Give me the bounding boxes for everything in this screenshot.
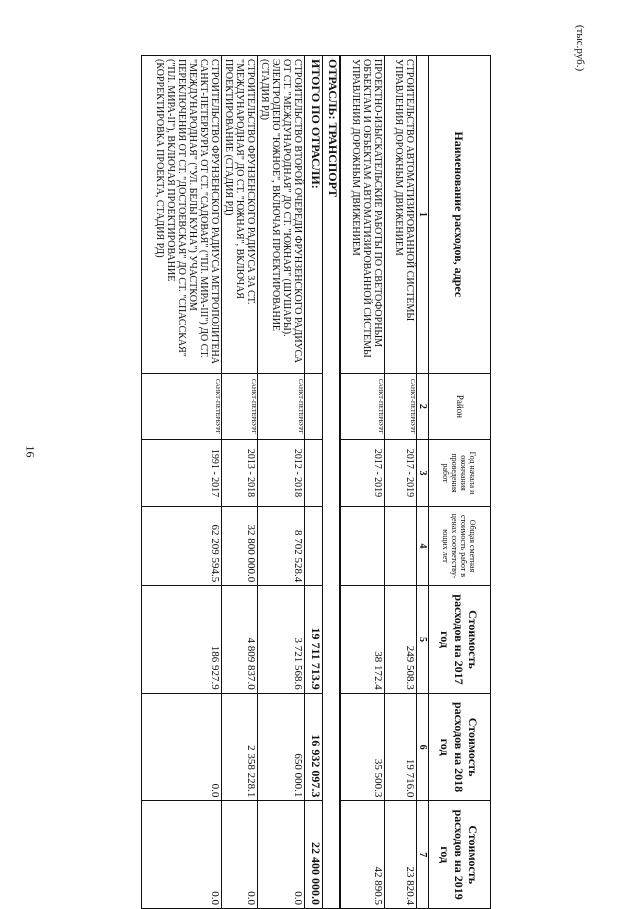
total-empty: [305, 506, 323, 585]
column-number: 3: [417, 440, 429, 507]
units-label: (тыс.руб.): [574, 24, 586, 72]
total-row: [305, 56, 323, 909]
row-cost-2017: 38 172.4: [341, 586, 385, 694]
header-row: [429, 56, 491, 909]
row-name: СТРОИТЕЛЬСТВО ФРУНЗЕНСКОГО РАДИУСА МЕТРОПОЛИТЕНА САНКТ-ПЕТЕРБУРГА ОТ СТ. "САДОВАЯ" ("ПЛ. МИРА-III") ДО СТ. "МЕЖДУНАРОДНАЯ" ("УЛ. БЕЛЫ КУНА") УЧАСТКОМ ПЕРЕКЛЮЧЕНИЯ ОТ СТ. "ДОСТОЕВСКАЯ" ДО СТ. "СПАССКАЯ" ("ПЛ. МИРА-II"), ВКЛЮЧАЯ ПРОЕКТИРОВАНИЕ (КОРРЕКТИРОВКА ПРОЕКТА, СТАДИЯ РД): [142, 56, 222, 374]
header-district: Район: [429, 373, 491, 440]
row-years: 2012 - 2018: [258, 440, 305, 507]
total-cost-2018: 16 932 097.3: [305, 693, 323, 801]
row-name: ПРОЕКТНО-ИЗЫСКАТЕЛЬСКИЕ РАБОТЫ ПО СВЕТОФОРНЫМ ОБЪЕКТАМ И ОБЪЕКТАМ АВТОМАТИЗИРОВАННОЙ СИСТЕМЫ УПРАВЛЕНИЯ ДОРОЖНЫМ ДВИЖЕНИЕМ: [341, 56, 385, 374]
row-cost-2017: 186 927.9: [142, 586, 222, 694]
row-total: 32 800 000.0: [222, 506, 258, 585]
table-row: [385, 56, 417, 909]
table-row: [222, 56, 258, 909]
header-name: Наименование расходов, адрес: [429, 56, 491, 374]
column-number: 2: [417, 373, 429, 440]
total-empty: [305, 373, 323, 440]
header-cost-2019: Стоимость расходов на 2019 год: [429, 801, 491, 909]
total-label: ИТОГО ПО ОТРАСЛИ:: [305, 56, 323, 374]
row-cost-2019: 42 890.5: [341, 801, 385, 909]
row-district: САНКТ-ПЕТЕРБУРГ: [142, 373, 222, 440]
row-cost-2019: 0.0: [258, 801, 305, 909]
row-district: САНКТ-ПЕТЕРБУРГ: [258, 373, 305, 440]
table-row: [258, 56, 305, 909]
column-number: 6: [417, 693, 429, 801]
expenses-table-wrapper: [141, 55, 491, 909]
row-cost-2019: 0.0: [222, 801, 258, 909]
row-name: СТРОИТЕЛЬСТВО ФРУНЗЕНСКОГО РАДИУСА ЗА СТ. "МЕЖДУНАРОДНАЯ" ДО СТ. "ЮЖНАЯ", ВКЛЮЧАЯ ПРОЕКТИРОВАНИЕ (СТАДИЯ РД): [222, 56, 258, 374]
header-cost-2017: Стоимость расходов на 2017 год: [429, 586, 491, 694]
row-cost-2017: 4 809 837.0: [222, 586, 258, 694]
row-district: САНКТ-ПЕТЕРБУРГ: [385, 373, 417, 440]
row-cost-2017: 249 508.3: [385, 586, 417, 694]
row-cost-2018: 650 000.1: [258, 693, 305, 801]
row-district: САНКТ-ПЕТЕРБУРГ: [341, 373, 385, 440]
table-row: [341, 56, 385, 909]
total-empty: [305, 440, 323, 507]
row-cost-2017: 3 721 568.6: [258, 586, 305, 694]
table-row: [142, 56, 222, 909]
row-cost-2019: 0.0: [142, 801, 222, 909]
total-cost-2019: 22 400 000.0: [305, 801, 323, 909]
row-total: [385, 506, 417, 585]
column-number-row: [417, 56, 429, 909]
page-number: 16: [23, 445, 38, 458]
row-cost-2018: 0.0: [142, 693, 222, 801]
section-title: ОТРАСЛЬ: ТРАНСПОРТ: [323, 56, 341, 909]
row-years: 1991 - 2017: [142, 440, 222, 507]
header-total: Общая сметная стоимость работ в ценах соответству-ющих лет: [429, 506, 491, 585]
header-years: Год начала и окончания проведения работ: [429, 440, 491, 507]
section-row: [323, 56, 341, 909]
row-name: СТРОИТЕЛЬСТВО АВТОМАТИЗИРОВАННОЙ СИСТЕМЫ УПРАВЛЕНИЯ ДОРОЖНЫМ ДВИЖЕНИЕМ: [385, 56, 417, 374]
row-years: 2017 - 2019: [341, 440, 385, 507]
header-cost-2018: Стоимость расходов на 2018 год: [429, 693, 491, 801]
row-cost-2018: 35 500.3: [341, 693, 385, 801]
column-number: 7: [417, 801, 429, 909]
row-total: [341, 506, 385, 585]
row-cost-2018: 19 716.0: [385, 693, 417, 801]
row-cost-2019: 23 820.4: [385, 801, 417, 909]
row-name: СТРОИТЕЛЬСТВО ВТОРОЙ ОЧЕРЕДИ ФРУНЗЕНСКОГО РАДИУСА ОТ СТ. "МЕЖДУНАРОДНАЯ" ДО СТ. "ЮЖНАЯ" (ШУШАРЫ). ЭЛЕКТРОДЕПО "ЮЖНОЕ", ВКЛЮЧАЯ ПРОЕКТИРОВАНИЕ (СТАДИЯ РД): [258, 56, 305, 374]
units-label-holder: [570, 12, 588, 92]
row-district: САНКТ-ПЕТЕРБУРГ: [222, 373, 258, 440]
row-years: 2013 - 2018: [222, 440, 258, 507]
row-total: 8 702 528.4: [258, 506, 305, 585]
column-number: 4: [417, 506, 429, 585]
column-number: 5: [417, 586, 429, 694]
row-total: 62 209 594.5: [142, 506, 222, 585]
total-cost-2017: 19 711 713.9: [305, 586, 323, 694]
row-cost-2018: 2 358 228.1: [222, 693, 258, 801]
column-number: 1: [417, 56, 429, 374]
expenses-table: [141, 55, 491, 909]
rotated-table-area: [141, 55, 491, 909]
row-years: 2017 - 2019: [385, 440, 417, 507]
